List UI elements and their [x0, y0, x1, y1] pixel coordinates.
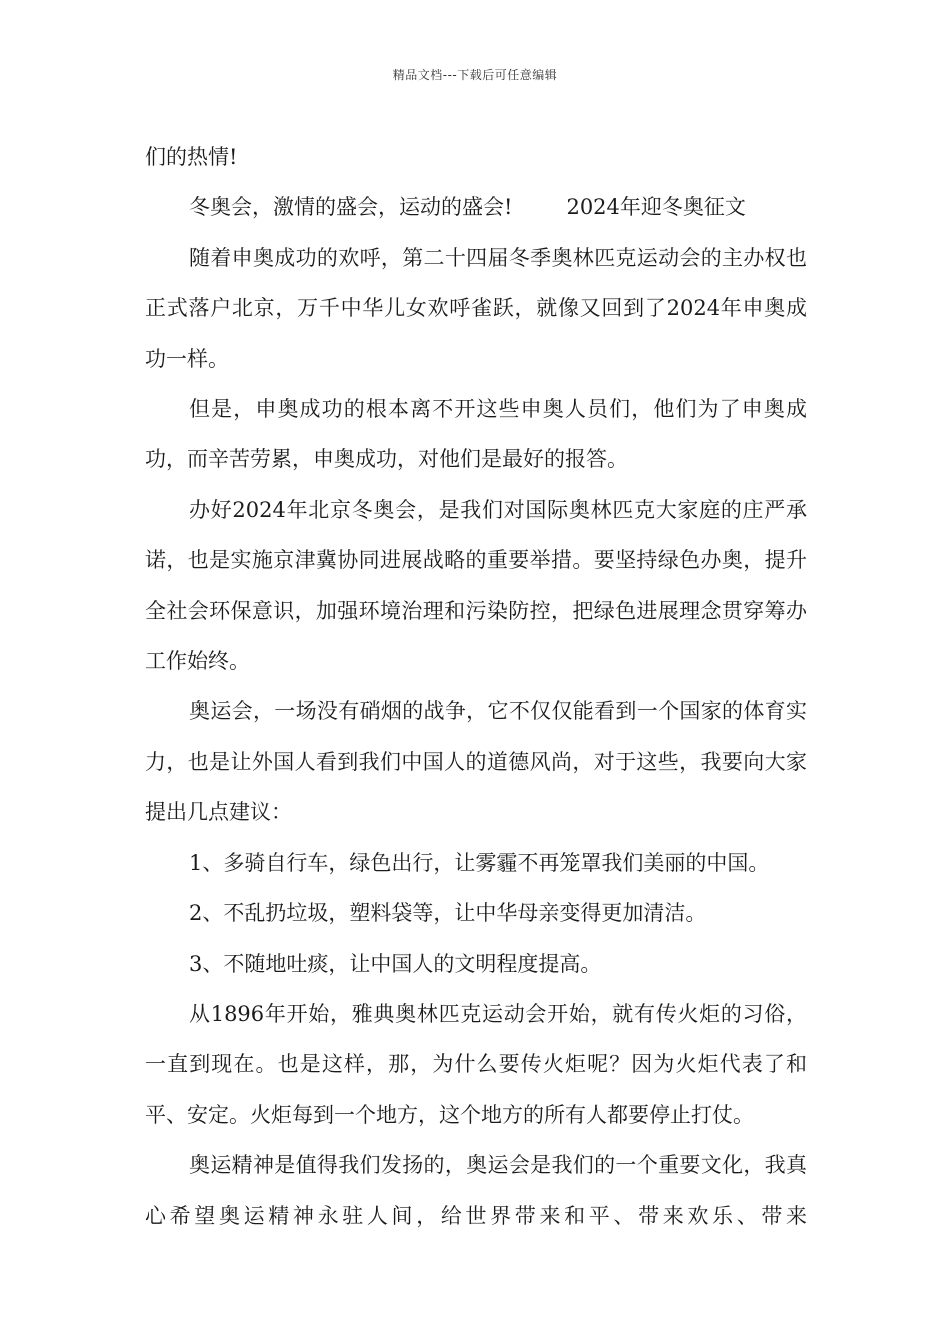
paragraph: 但是，申奥成功的根本离不开这些申奥人员们，他们为了申奥成功，而辛苦劳累，申奥成功，对他们是最好的报答。 — [145, 397, 807, 472]
document-body — [145, 132, 807, 1241]
paragraph: 奥运会，一场没有硝烟的战争，它不仅仅能看到一个国家的体育实力，也是让外国人看到我们中国人的道德风尚，对于这些，我要向大家提出几点建议： — [145, 699, 807, 825]
paragraph-title-line — [145, 182, 807, 232]
paragraph: 办好2024年北京冬奥会，是我们对国际奥林匹克大家庭的庄严承诺，也是实施京津冀协同进展战略的重要举措。要坚持绿色办奥，提升全社会环保意识，加强环境治理和污染防控，把绿色进展理念贯穿筹办工作始终。 — [145, 497, 807, 674]
list-item: 3、不随地吐痰，让中国人的文明程度提高。 — [189, 951, 602, 976]
essay-title: 2024年迎冬奥征文 — [566, 195, 746, 220]
paragraph: 随着申奥成功的欢呼，第二十四届冬季奥林匹克运动会的主办权也正式落户北京，万千中华儿女欢呼雀跃，就像又回到了2024年申奥成功一样。 — [145, 245, 807, 371]
paragraph: 从1896年开始，雅典奥林匹克运动会开始，就有传火炬的习俗，一直到现在。也是这样，那，为什么要传火炬呢？因为火炬代表了和平、安定。火炬每到一个地方，这个地方的所有人都要停止打仗。 — [145, 1001, 807, 1127]
paragraph-title-line-text: 冬奥会，激情的盛会，运动的盛会! — [189, 195, 513, 220]
paragraph: 奥运精神是值得我们发扬的，奥运会是我们的一个重要文化，我真心希望奥运精神永驻人间，给世界带来和平、带来欢乐、带来 — [145, 1153, 807, 1228]
paragraph-continuation: 们的热情! — [145, 145, 238, 169]
list-item: 1、多骑自行车，绿色出行，让雾霾不再笼罩我们美丽的中国。 — [189, 850, 770, 875]
page-header: 精品文档---下载后可任意编辑 — [392, 68, 558, 82]
list-item: 2、不乱扔垃圾，塑料袋等，让中华母亲变得更加清洁。 — [189, 901, 707, 926]
